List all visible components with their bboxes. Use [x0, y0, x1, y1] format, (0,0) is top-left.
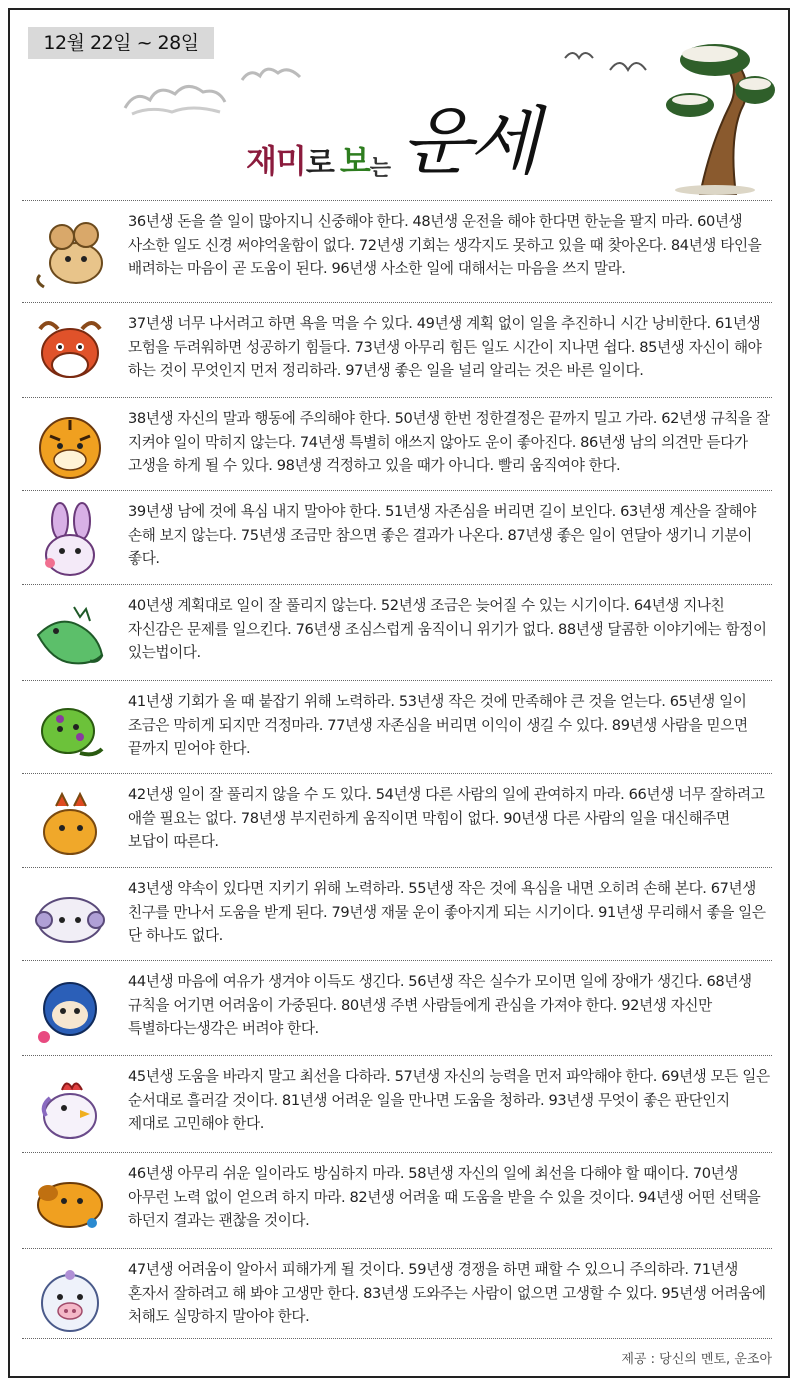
dragon-icon: [30, 595, 110, 675]
fortune-row: [22, 200, 772, 302]
snake-icon: [30, 691, 110, 771]
page-title: [246, 92, 536, 185]
rat-icon: [30, 213, 110, 293]
credit-text: 제공 : 당신의 멘토, 운조아: [621, 1352, 772, 1367]
fortune-text: 39년생 남에 것에 욕심 내지 말아야 한다. 51년생 자존심을 버리면 길이 보인다. 63년생 계산을 잘해야 손해 보지 않는다. 75년생 조금만 참으면 좋은 결과가 나온다. 87년생 좋은 일이 연달아 생기니 기분이 좋다.: [128, 503, 756, 567]
title-part-3: 보: [339, 142, 370, 180]
fortune-text: 36년생 돈을 쓸 일이 많아지니 신중해야 한다. 48년생 운전을 해야 한다면 한눈을 팔지 마라. 60년생 사소한 일도 신경 써야억울함이 없다. 72년생 기회는 생각지도 못하고 있을 때 찾아온다. 84년생 타인을 배려하는 마음이 곧 도움이 된다. 96년생 사소한 일에 대해서는 마음을 쓰지 말라.: [128, 213, 762, 277]
pine-tree-icon: [660, 30, 775, 195]
title-part-4: 는: [369, 156, 391, 181]
cloud-decoration-right: [238, 60, 308, 88]
fortune-row: [22, 773, 772, 867]
fortune-row: [22, 584, 772, 680]
fortune-text: 41년생 기회가 올 때 붙잡기 위해 노력하라. 53년생 작은 것에 만족해야 큰 것을 얻는다. 65년생 일이 조금은 막히게 되지만 걱정마라. 77년생 자존심을 버리면 이익이 생길 수 있다. 89년생 사람을 믿으면 끝까지 믿어야 한다.: [128, 693, 748, 757]
monkey-icon: [30, 971, 110, 1051]
fortune-text: 46년생 아무리 쉬운 일이라도 방심하지 마라. 58년생 자신의 일에 최선을 다해야 할 때이다. 70년생 아무런 노력 없이 얻으려 하지 마라. 82년생 어려울 때 도움을 받을 수 있을 것이다. 94년생 어떤 선택을 하던지 결과는 괜찮을 것이다.: [128, 1165, 761, 1229]
fortune-row: [22, 680, 772, 773]
fortune-row: [22, 302, 772, 397]
fortune-text: 42년생 일이 잘 풀리지 않을 수 도 있다. 54년생 다른 사람의 일에 관여하지 마라. 66년생 너무 잘하려고 애쓸 필요는 없다. 78년생 부지런하게 움직이면 막힘이 없다. 90년생 다른 사람의 일을 대신해주면 보답이 따른다.: [128, 786, 765, 850]
fortune-row: [22, 867, 772, 960]
fortune-row: [22, 1152, 772, 1248]
fortune-list: [22, 200, 772, 1345]
fortune-row: [22, 397, 772, 490]
fortune-row: [22, 490, 772, 584]
bottom-divider: [22, 1338, 772, 1339]
sheep-icon: [30, 880, 110, 960]
ox-icon: [30, 311, 110, 391]
fortune-text: 47년생 어려움이 알아서 피해가게 될 것이다. 59년생 경쟁을 하면 패할 수 있으니 주의하라. 71년생 혼자서 잘하려고 해 봐야 고생만 한다. 83년생 도와주는 사람이 없으면 고생할 수 있다. 95년생 어려움에 처해도 실망하지 말아야 한다.: [128, 1261, 766, 1325]
fortune-text: 44년생 마음에 여유가 생겨야 이득도 생긴다. 56년생 작은 실수가 모이면 일에 장애가 생긴다. 68년생 규칙을 어기면 어려움이 가중된다. 80년생 주변 사람들에게 관심을 가져야 한다. 92년생 자신만 특별하다는생각은 버려야 한다.: [128, 973, 752, 1037]
title-part-5: 운세: [401, 99, 536, 185]
title-part-1: 재미: [246, 142, 306, 180]
fortune-text: 43년생 약속이 있다면 지키기 위해 노력하라. 55년생 작은 것에 욕심을 내면 오히려 손해 본다. 67년생 친구를 만나서 도움을 받게 된다. 79년생 재물 운이 좋아지게 되는 시기이다. 91년생 무리해서 좋을 일은 단 하나도 없다.: [128, 880, 766, 944]
fortune-text: 40년생 계획대로 일이 잘 풀리지 않는다. 52년생 조금은 늦어질 수 있는 시기이다. 64년생 지나친 자신감은 문제를 일으킨다. 76년생 조심스럽게 움직이니 위기가 없다. 88년생 달콤한 이야기에는 함정이 있는법이다.: [128, 597, 767, 661]
horse-icon: [30, 784, 110, 864]
dog-icon: [30, 1163, 110, 1243]
fortune-text: 38년생 자신의 말과 행동에 주의해야 한다. 50년생 한번 정한결정은 끝까지 밀고 가라. 62년생 규칙을 잘 지켜야 일이 막히지 않는다. 74년생 특별히 애쓰지 않아도 운이 좋아진다. 86년생 남의 의견만 듣다가 고생을 하게 될 수 있다. 98년생 걱정하고 있을 때가 아니다. 빨리 움직여야 한다.: [128, 410, 770, 474]
fortune-row: [22, 960, 772, 1055]
fortune-text: 37년생 너무 나서려고 하면 욕을 먹을 수 있다. 49년생 계획 없이 일을 추진하니 시간 낭비한다. 61년생 모험을 두려워하면 성공하기 힘들다. 73년생 아무리 힘든 일도 시간이 지나면 쉽다. 85년생 자신이 해야 하는 것이 무엇인지 먼저 정리하라. 97년생 좋은 일을 널리 알리는 것은 바른 일이다.: [128, 315, 762, 379]
birds-icon: [560, 40, 650, 80]
tiger-icon: [30, 406, 110, 486]
title-part-2: 로: [305, 146, 334, 181]
fortune-row: [22, 1055, 772, 1152]
rooster-icon: [30, 1068, 110, 1148]
pig-icon: [30, 1261, 110, 1341]
cloud-decoration-left: [120, 78, 230, 120]
date-range: 12월 22일 ~ 28일: [28, 27, 214, 59]
rabbit-icon: [30, 501, 110, 581]
fortune-row: [22, 1248, 772, 1345]
fortune-text: 45년생 도움을 바라지 말고 최선을 다하라. 57년생 자신의 능력을 먼저 파악해야 한다. 69년생 모든 일은 순서대로 흘러갈 것이다. 81년생 어려운 일을 만나면 도움을 청하라. 93년생 무엇이 좋은 판단인지 제대로 고민해야 한다.: [128, 1068, 770, 1132]
